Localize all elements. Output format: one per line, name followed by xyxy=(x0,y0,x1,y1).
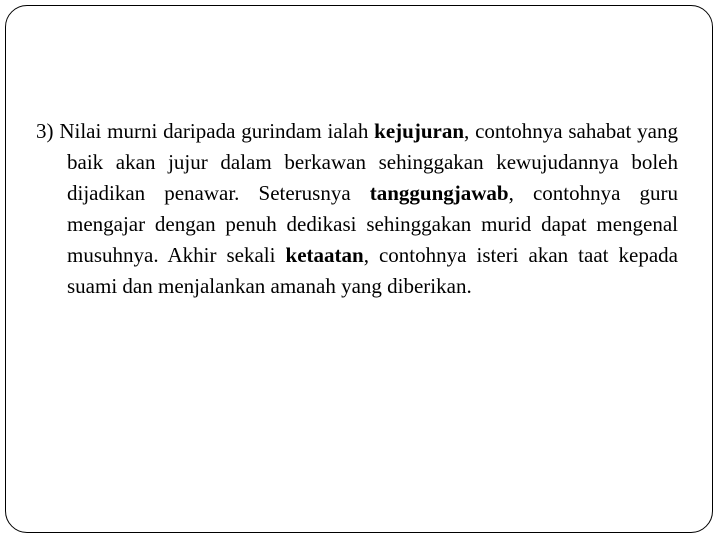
keyword-ketaatan: ketaatan xyxy=(285,243,364,267)
paragraph-number: 3) xyxy=(36,119,54,143)
text-segment: Nilai murni daripada gurindam ialah xyxy=(53,119,375,143)
keyword-kejujuran: kejujuran xyxy=(374,119,465,143)
slide-body xyxy=(36,116,678,302)
keyword-tanggungjawab: tanggungjawab xyxy=(369,181,509,205)
slide-frame xyxy=(5,5,713,533)
text-segment: , contohnya isteri akan taat kepada suami dan menjalankan amanah yang diberikan. xyxy=(67,243,678,298)
numbered-paragraph xyxy=(36,116,678,302)
text-segment: , contohnya guru mengajar dengan penuh dedikasi sehinggakan murid dapat mengenal musuhnya. Akhir sekali xyxy=(67,181,678,267)
text-segment: , contohnya sahabat yang baik akan jujur dalam berkawan sehinggakan kewujudannya boleh dijadikan penawar. Seterusnya xyxy=(67,119,678,205)
